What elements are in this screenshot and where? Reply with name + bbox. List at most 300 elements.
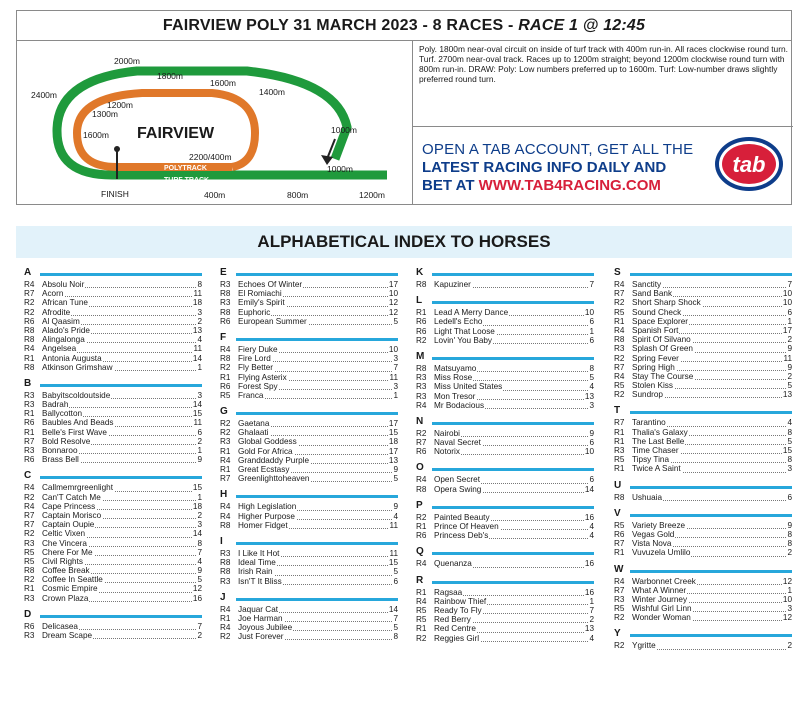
race-number: R1 bbox=[614, 427, 625, 437]
horse-row bbox=[218, 605, 398, 614]
horse-row bbox=[22, 363, 202, 372]
race-number: R6 bbox=[24, 621, 35, 631]
horse-number: 2 bbox=[197, 436, 202, 446]
horse-number: 4 bbox=[393, 511, 398, 521]
horse-name: Open Secret bbox=[434, 475, 480, 485]
horse-number: 1 bbox=[393, 390, 398, 400]
horse-name: Opera Swing bbox=[434, 484, 482, 494]
horse-row bbox=[612, 446, 792, 455]
horse-name: Crown Plaza bbox=[42, 593, 89, 603]
horse-row bbox=[414, 522, 594, 531]
horse-row bbox=[218, 382, 398, 391]
horse-row bbox=[22, 289, 202, 298]
horse-name: Spring High bbox=[632, 362, 675, 372]
race-number: R8 bbox=[24, 362, 35, 372]
horse-name: Stay The Course bbox=[632, 371, 694, 381]
horse-row bbox=[22, 428, 202, 437]
race-number: R6 bbox=[614, 529, 625, 539]
race-number: R3 bbox=[416, 391, 427, 401]
horse-number: 9 bbox=[589, 428, 594, 438]
horse-name: Jaquar Cat bbox=[238, 604, 279, 614]
race-number: R7 bbox=[24, 436, 35, 446]
horse-number: 8 bbox=[787, 539, 792, 549]
finish-label: FINISH bbox=[101, 189, 129, 199]
horse-row bbox=[612, 604, 792, 613]
horse-name: Emily's Spirit bbox=[238, 298, 285, 308]
horse-row bbox=[22, 594, 202, 603]
letter-rule bbox=[432, 581, 594, 584]
horse-number: 3 bbox=[197, 520, 202, 530]
horse-name: Captain Morisco bbox=[42, 510, 102, 520]
letter-heading bbox=[22, 608, 202, 622]
race-number: R5 bbox=[614, 520, 625, 530]
race-number: R2 bbox=[24, 307, 35, 317]
horse-number: 10 bbox=[584, 308, 594, 318]
horse-name: Tarantino bbox=[632, 418, 666, 428]
race-number: R7 bbox=[614, 418, 625, 428]
race-number: R8 bbox=[24, 566, 35, 576]
horse-row bbox=[22, 455, 202, 464]
advert-line-1: OPEN A TAB ACCOUNT, GET ALL THE bbox=[422, 141, 694, 158]
horse-row bbox=[612, 577, 792, 586]
horse-row bbox=[414, 513, 594, 522]
horse-name: Irish Rain bbox=[238, 567, 273, 577]
horse-name: Red Berry bbox=[434, 615, 471, 625]
horse-row bbox=[22, 502, 202, 511]
horse-name: Space Explorer bbox=[632, 316, 688, 326]
horse-row bbox=[22, 566, 202, 575]
letter-rule bbox=[40, 476, 202, 479]
horse-number: 8 bbox=[197, 280, 202, 289]
race-number: R5 bbox=[416, 615, 427, 625]
horse-row bbox=[218, 577, 398, 586]
horse-row bbox=[612, 298, 792, 307]
horse-row bbox=[612, 428, 792, 437]
race-number: R3 bbox=[220, 576, 231, 586]
race-number: R3 bbox=[24, 538, 35, 548]
horse-row bbox=[22, 354, 202, 363]
horse-name: Sundrop bbox=[632, 390, 663, 400]
horse-row bbox=[612, 381, 792, 390]
horse-name: Spirit Of Silvano bbox=[632, 335, 691, 345]
horse-name: Miss United States bbox=[434, 382, 503, 392]
horse-number: 10 bbox=[388, 344, 398, 354]
horse-number: 16 bbox=[584, 559, 594, 569]
horse-row bbox=[22, 575, 202, 584]
race-number: R1 bbox=[24, 409, 35, 419]
horse-row bbox=[414, 624, 594, 633]
horse-number: 6 bbox=[589, 317, 594, 327]
horse-number: 8 bbox=[787, 455, 792, 465]
letter-rule bbox=[236, 542, 398, 545]
horse-number: 9 bbox=[787, 344, 792, 354]
horse-name: Che Vincera bbox=[42, 538, 87, 548]
horse-name: Tipsy Tina bbox=[632, 455, 670, 465]
horse-name: Sand Bank bbox=[632, 289, 673, 299]
letter-rule bbox=[432, 422, 594, 425]
letter-rule bbox=[630, 570, 792, 573]
horse-number: 6 bbox=[787, 307, 792, 317]
letter-heading bbox=[414, 415, 594, 429]
horse-row bbox=[612, 613, 792, 622]
horse-row bbox=[22, 437, 202, 446]
horse-row bbox=[612, 326, 792, 335]
letter-heading bbox=[22, 469, 202, 483]
race-number: R8 bbox=[24, 335, 35, 345]
race-number: R4 bbox=[220, 502, 231, 512]
horse-name: Red Centre bbox=[434, 624, 476, 634]
horse-row bbox=[414, 606, 594, 615]
race-number: R4 bbox=[220, 511, 231, 521]
horse-name: El Romiachi bbox=[238, 289, 282, 299]
horse-name: Echoes Of Winter bbox=[238, 280, 303, 289]
horse-name: Bold Resolve bbox=[42, 436, 91, 446]
letter-rule bbox=[630, 514, 792, 517]
horse-name: Fiery Duke bbox=[238, 344, 278, 354]
horse-number: 10 bbox=[584, 447, 594, 457]
horse-name: Variety Breeze bbox=[632, 520, 686, 530]
letter-rule bbox=[630, 486, 792, 489]
letter-heading bbox=[218, 488, 398, 502]
letter-label: Y bbox=[614, 628, 621, 640]
race-number: R8 bbox=[416, 363, 427, 373]
finish-post-marker bbox=[114, 146, 120, 152]
race-title bbox=[17, 11, 791, 41]
horse-number: 2 bbox=[787, 371, 792, 381]
horse-name: What A Winner bbox=[632, 585, 687, 595]
horse-number: 11 bbox=[193, 289, 202, 299]
horse-name: Prince Of Heaven bbox=[434, 522, 499, 531]
horse-name: Antonia Augusta bbox=[42, 353, 102, 363]
letter-label: D bbox=[24, 608, 32, 620]
tab-advert bbox=[413, 127, 793, 205]
horse-name: Thalia's Galaxy bbox=[632, 427, 688, 437]
tab-logo-text: tab bbox=[732, 152, 766, 177]
horse-number: 12 bbox=[192, 584, 202, 594]
race-number: R4 bbox=[614, 371, 625, 381]
horse-row bbox=[612, 289, 792, 298]
horse-number: 7 bbox=[589, 605, 594, 615]
race-number: R6 bbox=[24, 418, 35, 428]
horse-number: 8 bbox=[787, 427, 792, 437]
race-number: R4 bbox=[220, 623, 231, 633]
race-title-race: RACE 1 @ 12:45 bbox=[518, 17, 646, 34]
horse-name: Just Forever bbox=[238, 632, 284, 642]
horse-row bbox=[22, 493, 202, 502]
horse-name: Spring Fever bbox=[632, 353, 679, 363]
horse-name: Babyitscoldoutside bbox=[42, 390, 111, 400]
horse-row bbox=[218, 280, 398, 289]
horse-name: Isn'T It Bliss bbox=[238, 576, 282, 586]
letter-rule bbox=[236, 495, 398, 498]
horse-name: Flying Asterix bbox=[238, 372, 287, 382]
horse-name: Kapuziner bbox=[434, 280, 471, 289]
horse-number: 1 bbox=[197, 492, 202, 502]
horse-name: Franca bbox=[238, 390, 264, 400]
horse-name: Princess Deb's bbox=[434, 531, 489, 541]
race-number: R7 bbox=[220, 474, 231, 484]
letter-rule bbox=[630, 634, 792, 637]
letter-heading bbox=[414, 574, 594, 588]
horse-row bbox=[22, 280, 202, 289]
horse-row bbox=[612, 354, 792, 363]
horse-name: Ideal Time bbox=[238, 558, 276, 568]
race-number: R1 bbox=[24, 353, 35, 363]
race-number: R3 bbox=[24, 446, 35, 455]
horse-row bbox=[612, 280, 792, 289]
horse-number: 17 bbox=[388, 419, 398, 429]
race-number: R2 bbox=[416, 428, 427, 438]
letter-heading bbox=[414, 545, 594, 559]
race-number: R3 bbox=[614, 344, 625, 354]
horse-row bbox=[22, 622, 202, 631]
race-number: R8 bbox=[614, 492, 625, 502]
horse-name: Fly Better bbox=[238, 363, 274, 373]
horse-name: Greenlighttoheaven bbox=[238, 474, 310, 484]
race-number: R2 bbox=[614, 613, 625, 623]
horse-row bbox=[612, 308, 792, 317]
horse-number: 8 bbox=[197, 538, 202, 548]
horse-name: Baubles And Beads bbox=[42, 418, 114, 428]
horse-number: 10 bbox=[782, 289, 792, 299]
horse-name: Afrodite bbox=[42, 307, 71, 317]
horse-name: Vegas Gold bbox=[632, 529, 675, 539]
horse-name: Winter Journey bbox=[632, 594, 688, 604]
horse-row bbox=[414, 531, 594, 540]
horse-number: 1 bbox=[787, 585, 792, 595]
marker-1300: 1300m bbox=[92, 109, 118, 119]
letter-label: J bbox=[220, 591, 226, 603]
horse-number: 5 bbox=[197, 575, 202, 585]
letter-label: H bbox=[220, 489, 228, 501]
race-number: R1 bbox=[24, 427, 35, 437]
race-number: R8 bbox=[220, 558, 231, 568]
horse-number: 11 bbox=[389, 520, 398, 530]
horse-row bbox=[22, 631, 202, 640]
letter-heading bbox=[414, 266, 594, 280]
horse-name: Rainbow Thief bbox=[434, 596, 487, 606]
horse-name: The Last Belle bbox=[632, 436, 685, 446]
horse-row bbox=[218, 512, 398, 521]
horse-name: Painted Beauty bbox=[434, 512, 490, 522]
race-number: R2 bbox=[220, 363, 231, 373]
horse-name: Delicasea bbox=[42, 621, 78, 631]
horse-name: Ledell's Echo bbox=[434, 317, 483, 327]
race-number: R1 bbox=[220, 372, 231, 382]
horse-name: Ghalaati bbox=[238, 428, 269, 438]
horse-number: 4 bbox=[197, 556, 202, 566]
race-number: R2 bbox=[220, 419, 231, 429]
race-number: R3 bbox=[24, 400, 35, 410]
tab-logo-icon bbox=[713, 135, 785, 193]
index-column-1 bbox=[22, 266, 202, 640]
horse-name: Twice A Saint bbox=[632, 464, 681, 474]
horse-row bbox=[612, 455, 792, 464]
horse-number: 4 bbox=[589, 633, 594, 643]
horse-number: 16 bbox=[584, 587, 594, 597]
race-number: R3 bbox=[24, 631, 35, 640]
horse-row bbox=[414, 401, 594, 410]
letter-label: P bbox=[416, 499, 423, 511]
race-number: R4 bbox=[220, 455, 231, 465]
horse-row bbox=[612, 372, 792, 381]
horse-number: 7 bbox=[787, 280, 792, 289]
horse-name: Cape Princess bbox=[42, 501, 96, 511]
advert-line-2: LATEST RACING INFO DAILY AND bbox=[422, 159, 667, 176]
letter-label: W bbox=[614, 563, 624, 575]
index-column-4 bbox=[612, 266, 792, 651]
horse-row bbox=[218, 317, 398, 326]
race-number: R1 bbox=[416, 308, 427, 318]
race-number: R7 bbox=[614, 362, 625, 372]
horse-row bbox=[218, 391, 398, 400]
horse-number: 1 bbox=[197, 362, 202, 372]
horse-number: 1 bbox=[197, 446, 202, 455]
race-number: R6 bbox=[416, 531, 427, 541]
horse-row bbox=[612, 464, 792, 473]
horse-row bbox=[218, 567, 398, 576]
advert-line-3-prefix: BET AT bbox=[422, 177, 479, 194]
letter-label: C bbox=[24, 470, 32, 482]
race-number: R8 bbox=[220, 307, 231, 317]
venue-label: FAIRVIEW bbox=[137, 125, 215, 142]
race-number: R4 bbox=[416, 596, 427, 606]
letter-heading bbox=[218, 405, 398, 419]
race-number: R7 bbox=[614, 539, 625, 549]
horse-name: Higher Purpose bbox=[238, 511, 295, 521]
race-number: R2 bbox=[220, 632, 231, 642]
horse-row bbox=[414, 280, 594, 289]
letter-rule bbox=[40, 615, 202, 618]
horse-number: 3 bbox=[393, 354, 398, 364]
advert-line-3 bbox=[422, 177, 661, 194]
marker-2400: 2400m bbox=[31, 90, 57, 100]
horse-number: 14 bbox=[192, 400, 202, 410]
horse-row bbox=[414, 475, 594, 484]
race-number: R5 bbox=[24, 556, 35, 566]
horse-number: 1 bbox=[787, 316, 792, 326]
letter-rule bbox=[40, 273, 202, 276]
horse-number: 7 bbox=[393, 613, 398, 623]
letter-heading bbox=[218, 535, 398, 549]
horse-number: 4 bbox=[589, 531, 594, 541]
letter-rule bbox=[432, 506, 594, 509]
horse-row bbox=[612, 521, 792, 530]
horse-number: 11 bbox=[783, 353, 792, 363]
horse-number: 2 bbox=[787, 335, 792, 345]
track-map bbox=[17, 41, 413, 205]
horse-name: Ballycotton bbox=[42, 409, 83, 419]
horse-name: Coffee In Seattle bbox=[42, 575, 103, 585]
horse-row bbox=[218, 354, 398, 363]
race-number: R2 bbox=[416, 633, 427, 643]
horse-name: Ready To Fly bbox=[434, 605, 482, 615]
advert-url[interactable]: WWW.TAB4RACING.COM bbox=[478, 177, 661, 194]
letter-rule bbox=[236, 412, 398, 415]
horse-number: 7 bbox=[197, 621, 202, 631]
horse-name: Reggies Girl bbox=[434, 633, 480, 643]
horse-name: Nairobi bbox=[434, 428, 460, 438]
horse-number: 3 bbox=[393, 381, 398, 391]
marker-1600-turf: 1600m bbox=[210, 78, 236, 88]
race-number: R5 bbox=[614, 381, 625, 391]
horse-number: 10 bbox=[782, 594, 792, 604]
horse-row bbox=[22, 344, 202, 353]
horse-row bbox=[612, 437, 792, 446]
horse-name: Notorix bbox=[434, 447, 460, 457]
index-column-3 bbox=[414, 266, 594, 643]
horse-name: Global Goddess bbox=[238, 437, 297, 447]
horse-name: Joyous Jubilee bbox=[238, 623, 293, 633]
horse-number: 9 bbox=[197, 455, 202, 465]
horse-row bbox=[22, 539, 202, 548]
race-number: R6 bbox=[220, 316, 231, 326]
horse-row bbox=[22, 511, 202, 520]
horse-name: Wishful Girl Linn bbox=[632, 604, 692, 614]
race-number: R3 bbox=[220, 298, 231, 308]
horse-row bbox=[414, 485, 594, 494]
horse-number: 3 bbox=[197, 390, 202, 400]
horse-number: 6 bbox=[197, 427, 202, 437]
race-number: R2 bbox=[24, 529, 35, 539]
horse-number: 13 bbox=[782, 390, 792, 400]
horse-number: 11 bbox=[193, 418, 202, 428]
horse-row bbox=[218, 373, 398, 382]
marker-1000-top: 1000m bbox=[331, 125, 357, 135]
horse-name: Can'T Catch Me bbox=[42, 492, 101, 502]
horse-number: 17 bbox=[388, 446, 398, 456]
horse-number: 9 bbox=[787, 362, 792, 372]
horse-name: Joe Harman bbox=[238, 613, 283, 623]
letter-rule bbox=[236, 598, 398, 601]
race-number: R4 bbox=[220, 604, 231, 614]
horse-row bbox=[414, 588, 594, 597]
horse-number: 7 bbox=[197, 547, 202, 557]
race-number: R4 bbox=[24, 344, 35, 354]
horse-name: Belle's First Wave bbox=[42, 427, 107, 437]
horse-number: 17 bbox=[782, 325, 792, 335]
race-number: R3 bbox=[614, 594, 625, 604]
marker-1200-poly: 1200m bbox=[107, 100, 133, 110]
horse-number: 3 bbox=[787, 464, 792, 474]
race-number: R3 bbox=[220, 437, 231, 447]
race-number: R5 bbox=[614, 604, 625, 614]
horse-number: 1 bbox=[589, 326, 594, 336]
race-number: R8 bbox=[220, 520, 231, 530]
letter-label: B bbox=[24, 377, 32, 389]
race-number: R7 bbox=[614, 585, 625, 595]
race-number: R5 bbox=[24, 547, 35, 557]
race-number: R3 bbox=[416, 373, 427, 383]
horse-number: 14 bbox=[192, 529, 202, 539]
horse-number: 10 bbox=[388, 289, 398, 299]
race-number: R1 bbox=[416, 587, 427, 597]
horse-name: Captain Oupie bbox=[42, 520, 95, 530]
horse-row bbox=[414, 317, 594, 326]
horse-name: Chere For Me bbox=[42, 547, 93, 557]
horse-row bbox=[218, 289, 398, 298]
horse-row bbox=[218, 502, 398, 511]
race-number: R4 bbox=[220, 344, 231, 354]
race-number: R8 bbox=[416, 280, 427, 289]
race-number: R5 bbox=[416, 605, 427, 615]
horse-number: 13 bbox=[192, 325, 202, 335]
horse-row bbox=[218, 447, 398, 456]
race-number: R2 bbox=[24, 298, 35, 308]
race-number: R1 bbox=[220, 446, 231, 456]
letter-heading bbox=[414, 350, 594, 364]
horse-number: 3 bbox=[197, 307, 202, 317]
